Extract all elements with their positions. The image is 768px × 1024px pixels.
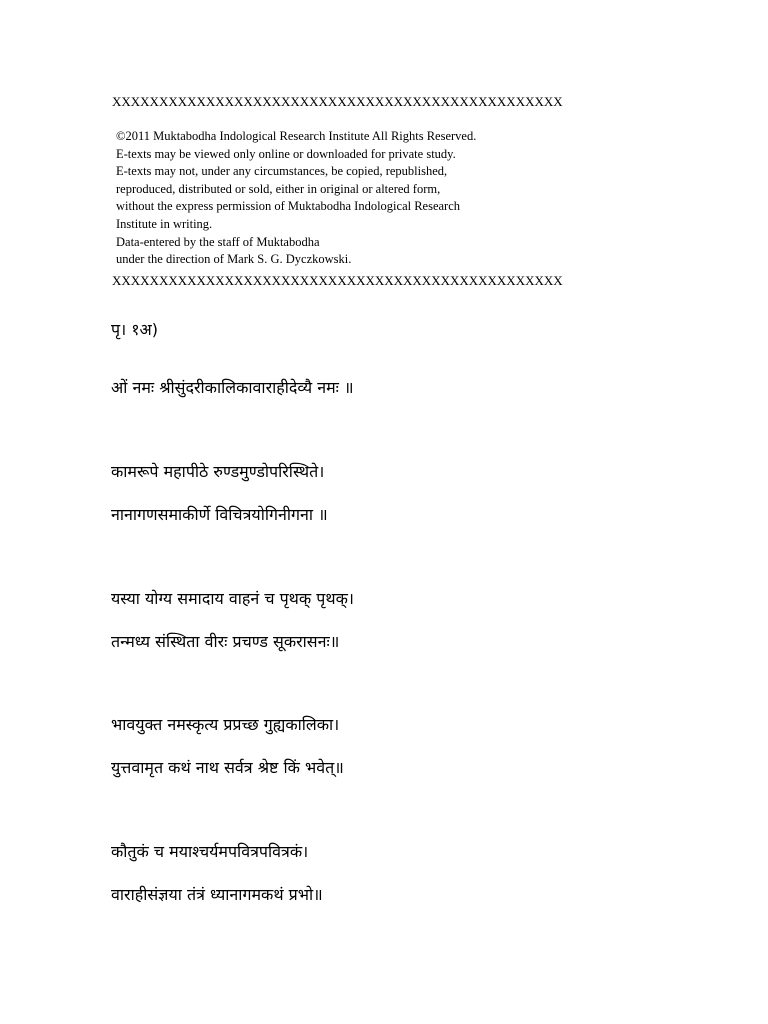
copyright-line: E-texts may not, under any circumstances, be copied, republished,	[116, 164, 448, 179]
copyright-line: under the direction of Mark S. G. Dyczkowski.	[116, 252, 352, 267]
copyright-line: E-texts may be viewed only online or downloaded for private study.	[116, 146, 456, 161]
copyright-notice	[116, 128, 676, 269]
verse-2-line-2: तन्मध्य संस्थिता वीरः प्रचण्ड सूकरासनः॥	[111, 632, 340, 651]
page-marker: पृ। १अ)	[111, 320, 159, 339]
verse-4-line-2: वाराहीसंज्ञया तंत्रं ध्यानागमकथं प्रभो॥	[111, 885, 323, 904]
verse-4-line-1: कौतुकं च मयाश्चर्यमपवित्रपवित्रकं।	[111, 842, 309, 861]
verse-2-line-1: यस्या योग्य समादाय वाहनं च पृथक् पृथक्।	[111, 589, 354, 608]
invocation-line: ओं नमः श्रीसुंदरीकालिकावाराहीदेव्यै नमः ॥	[111, 378, 354, 397]
verse-3-line-2: युत्तवामृत कथं नाथ सर्वत्र श्रेष्ट किं भवेत्॥	[111, 758, 344, 777]
copyright-line: ©2011 Muktabodha Indological Research Institute All Rights Reserved.	[116, 129, 477, 143]
verse-1-line-2: नानागणसमाकीर्णे विचित्रयोगिनीगना ॥	[111, 505, 328, 524]
copyright-line: Institute in writing.	[116, 216, 213, 231]
copyright-line: without the express permission of Muktabodha Indological Research	[116, 199, 461, 214]
verse-1-line-1: कामरूपे महापीठे रुण्डमुण्डोपरिस्थिते।	[111, 462, 325, 481]
copyright-line: reproduced, distributed or sold, either in original or altered form,	[116, 181, 441, 196]
separator-bottom: XXXXXXXXXXXXXXXXXXXXXXXXXXXXXXXXXXXXXXXXXXXXXXXX	[112, 273, 563, 288]
separator-top: XXXXXXXXXXXXXXXXXXXXXXXXXXXXXXXXXXXXXXXXXXXXXXXX	[112, 94, 563, 109]
verse-3-line-1: भावयुक्त नमस्कृत्य प्रप्रच्छ गुह्यकालिका।	[111, 715, 340, 734]
copyright-line: Data-entered by the staff of Muktabodha	[116, 234, 320, 249]
